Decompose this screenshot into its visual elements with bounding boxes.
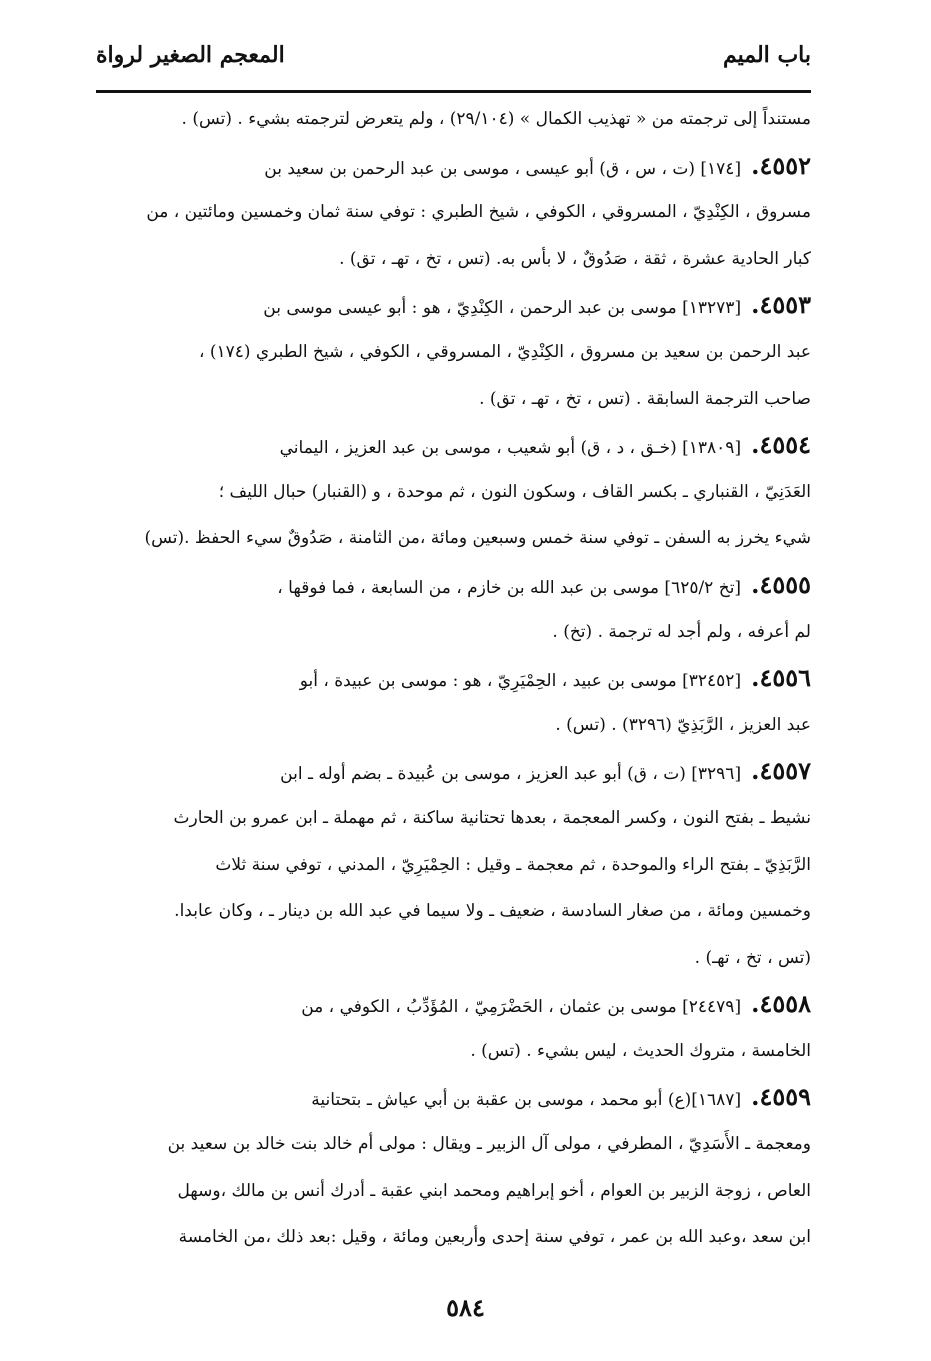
text-line <box>96 236 811 283</box>
entry-start-line <box>96 748 811 795</box>
running-header <box>96 38 811 78</box>
line-text: [٣٢٤٥٢] موسى بن عبيد ، الحِمْيَرِيّ ، هو : موسى بن عبيدة ، أبو <box>299 671 742 692</box>
line-text: مستنداً إلى ترجمته من « تهذيب الكمال » (٢٩/١٠٤) ، ولم يتعرض لترجمته بشيء . (تس) . <box>181 109 811 129</box>
text-line <box>96 469 811 516</box>
line-text: صاحب الترجمة السابقة . (تس ، تخ ، تهـ ، تق) . <box>479 388 811 409</box>
line-text: [١٦٨٧](ع) أبو محمد ، موسى بن عقبة بن أبي عياش ـ بتحتانية <box>311 1090 742 1111</box>
line-text: كبار الحادية عشرة ، ثقة ، صَدُوقٌ ، لا بأس به. (تس ، تخ ، تهـ ، تق) . <box>339 248 811 269</box>
text-line <box>96 702 811 749</box>
text-line <box>96 189 811 236</box>
line-text: [٢٤٤٧٩] موسى بن عثمان ، الحَضْرَمِيّ ، المُؤَدِّبُ ، الكوفي ، من <box>301 997 742 1018</box>
entry-number: ٤٥٥٢. <box>751 150 811 180</box>
text-line <box>96 1214 811 1261</box>
book-title: المعجم الصغير لرواة <box>96 42 285 68</box>
entry-number: ٤٥٥٣. <box>751 290 811 320</box>
line-text: [١٣٨٠٩] (خـق ، د ، ق) أبو شعيب ، موسى بن عبد العزيز ، اليماني <box>279 438 742 459</box>
text-line <box>96 609 811 656</box>
entry-number: ٤٥٥٨. <box>751 989 811 1019</box>
entry-number: ٤٥٥٧. <box>751 756 811 786</box>
line-text: [١٧٤] (ت ، س ، ق) أبو عيسى ، موسى بن عبد الرحمن بن سعيد بن <box>264 158 742 179</box>
text-line <box>96 795 811 842</box>
document-body <box>96 96 811 1261</box>
line-text: الرَّبَذِيّ ـ بفتح الراء والموحدة ، ثم معجمة ـ وقيل : الحِمْيَرِيّ ، المدني ، توفي سنة ثلاث <box>215 854 811 875</box>
line-text: [تخ ٦٢٥/٢] موسى بن عبد الله بن خازم ، من السابعة ، فما فوقها ، <box>277 577 742 598</box>
entry-start-line <box>96 422 811 469</box>
text-line <box>96 329 811 376</box>
line-text: عبد الرحمن بن سعيد بن مسروق ، الكِنْدِيّ ، المسروقي ، الكوفي ، شيخ الطبري (١٧٤) ، <box>198 341 811 362</box>
entry-number: ٤٥٥٦. <box>751 663 811 693</box>
text-line <box>96 842 811 889</box>
text-line <box>96 888 811 935</box>
line-text: [٣٢٩٦] (ت ، ق) أبو عبد العزيز ، موسى بن عُبيدة ـ بضم أوله ـ ابن <box>280 764 742 785</box>
text-line <box>96 935 811 982</box>
line-text: العاص ، زوجة الزبير بن العوام ، أخو إبراهيم ومحمد ابني عقبة ـ أدرك أنس بن مالك ،وسهل <box>177 1180 811 1201</box>
line-text: عبد العزيز ، الرَّبَذِيّ (٣٢٩٦) . (تس) . <box>555 714 811 735</box>
entry-number: ٤٥٥٥. <box>751 569 811 599</box>
line-text: ابن سعد ،وعبد الله بن عمر ، توفي سنة إحدى وأربعين ومائة ، وقيل :بعد ذلك ،من الخامسة <box>178 1227 811 1248</box>
line-text: العَدَنِيّ ، القنباري ـ بكسر القاف ، وسكون النون ، ثم موحدة ، و (القنبار) حبال الليف ؛ <box>218 481 811 502</box>
header-rule <box>96 90 811 93</box>
line-text: نشيط ـ بفتح النون ، وكسر المعجمة ، بعدها تحتانية ساكنة ، ثم مهملة ـ ابن عمرو بن الحارث <box>173 807 811 828</box>
text-line <box>96 515 811 562</box>
text-line <box>96 1121 811 1168</box>
text-line <box>96 96 811 143</box>
text-line <box>96 1168 811 1215</box>
entry-start-line <box>96 981 811 1028</box>
line-text: (تس ، تخ ، تهـ) . <box>694 947 811 968</box>
entry-start-line <box>96 1074 811 1121</box>
line-text: الخامسة ، متروك الحديث ، ليس بشيء . (تس) . <box>470 1040 811 1061</box>
entry-start-line <box>96 282 811 329</box>
entry-start-line <box>96 143 811 190</box>
page-number: ٥٨٤ <box>446 1293 485 1322</box>
line-text: [١٣٢٧٣] موسى بن عبد الرحمن ، الكِنْدِيّ ، هو : أبو عيسى موسى بن <box>263 298 742 319</box>
line-text: لم أعرفه ، ولم أجد له ترجمة . (تخ) . <box>552 621 811 642</box>
text-line <box>96 376 811 423</box>
entry-number: ٤٥٥٤. <box>751 430 811 460</box>
chapter-title: باب الميم <box>722 42 811 68</box>
entry-number: ٤٥٥٩. <box>751 1082 811 1112</box>
entry-start-line <box>96 562 811 609</box>
text-line <box>96 1028 811 1075</box>
line-text: وخمسين ومائة ، من صغار السادسة ، ضعيف ـ ولا سيما في عبد الله بن دينار ـ ، وكان عابدا. <box>174 901 811 922</box>
line-text: مسروق ، الكِنْدِيّ ، المسروقي ، الكوفي ، شيخ الطبري : توفي سنة ثمان وخمسين ومائتين ، من <box>146 202 811 223</box>
line-text: شيء يخرز به السفن ـ توفي سنة خمس وسبعين ومائة ،من الثامنة ، صَدُوقٌ سيء الحفظ .(تس) <box>144 528 811 549</box>
line-text: ومعجمة ـ الأَسَدِيّ ، المطرفي ، مولى آل الزبير ـ ويقال : مولى أم خالد بنت خالد بن سعيد بن <box>167 1134 811 1155</box>
entry-start-line <box>96 655 811 702</box>
